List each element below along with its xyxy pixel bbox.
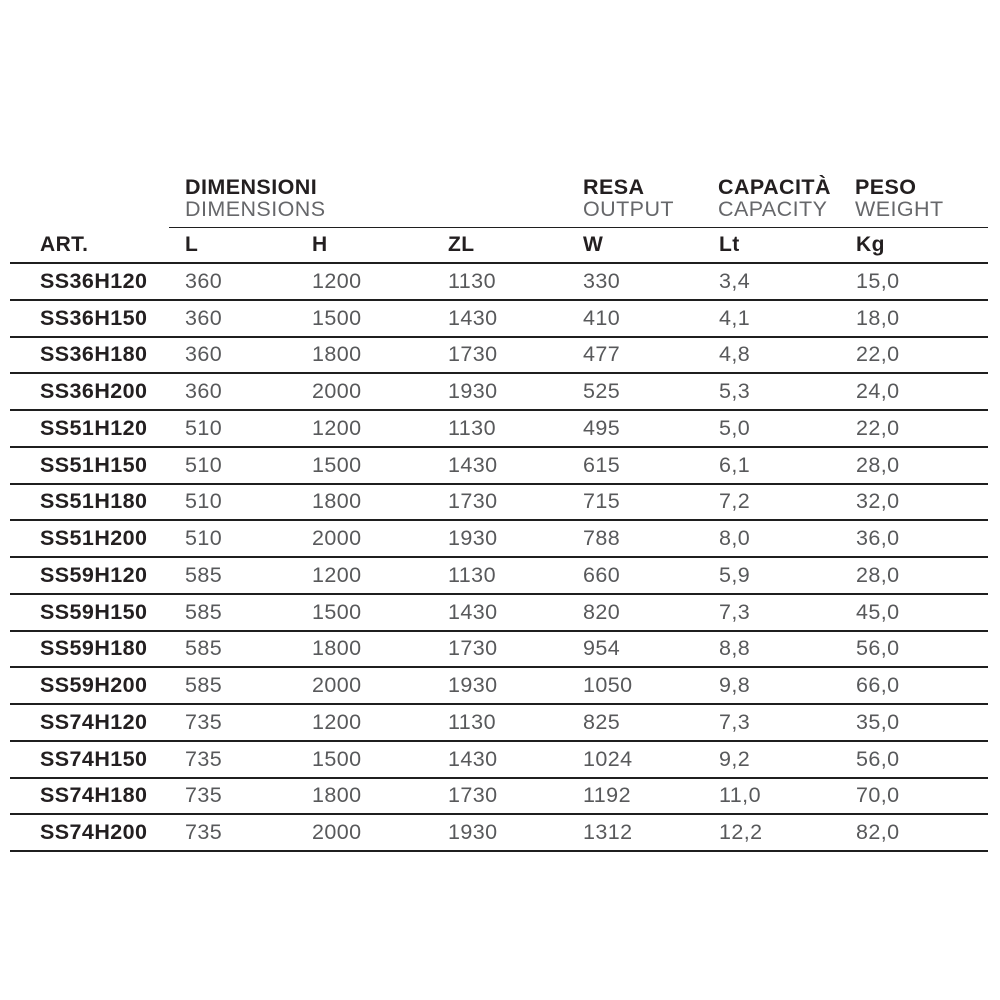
cell-lt: 4,1 [719, 305, 751, 330]
cell-w: 825 [583, 709, 621, 734]
cell-lt: 5,0 [719, 415, 751, 440]
cell-h: 1800 [312, 489, 362, 514]
cell-art: SS51H150 [40, 452, 148, 477]
cell-kg: 22,0 [856, 342, 900, 367]
cell-w: 954 [583, 636, 621, 661]
column-header-w: W [583, 233, 604, 256]
cell-w: 615 [583, 452, 621, 477]
cell-l: 735 [185, 709, 223, 734]
cell-w: 495 [583, 415, 621, 440]
cell-art: SS36H180 [40, 342, 148, 367]
cell-zl: 1130 [448, 415, 496, 440]
table-row [10, 705, 988, 742]
table-row [10, 448, 988, 485]
group-header-capacity-en: CAPACITY [718, 197, 828, 221]
cell-zl: 1430 [448, 599, 498, 624]
cell-w: 788 [583, 526, 621, 551]
column-header-l: L [185, 233, 199, 256]
cell-h: 1800 [312, 636, 362, 661]
cell-lt: 9,2 [719, 746, 751, 771]
cell-kg: 18,0 [856, 305, 900, 330]
cell-kg: 66,0 [856, 673, 900, 698]
cell-h: 1200 [312, 415, 362, 440]
cell-w: 820 [583, 599, 621, 624]
cell-zl: 1730 [448, 342, 498, 367]
cell-kg: 36,0 [856, 526, 900, 551]
cell-lt: 8,0 [719, 526, 751, 551]
cell-lt: 7,3 [719, 599, 751, 624]
cell-art: SS51H180 [40, 489, 148, 514]
cell-lt: 5,9 [719, 562, 751, 587]
cell-l: 510 [185, 489, 223, 514]
cell-h: 1500 [312, 305, 362, 330]
cell-kg: 32,0 [856, 489, 900, 514]
table-row [10, 779, 988, 816]
cell-kg: 82,0 [856, 820, 900, 845]
table-row [10, 338, 988, 375]
cell-h: 1200 [312, 709, 362, 734]
cell-art: SS51H120 [40, 415, 148, 440]
cell-w: 660 [583, 562, 621, 587]
group-header-dimensions [185, 176, 325, 220]
group-header-underline [169, 170, 988, 228]
cell-h: 2000 [312, 820, 362, 845]
cell-w: 410 [583, 305, 621, 330]
cell-h: 2000 [312, 526, 362, 551]
group-header-output [583, 176, 674, 220]
cell-kg: 56,0 [856, 746, 900, 771]
cell-w: 1312 [583, 820, 633, 845]
cell-w: 1050 [583, 673, 633, 698]
column-header-kg: Kg [856, 233, 885, 256]
group-header-weight-it: PESO [855, 175, 917, 199]
cell-h: 1200 [312, 268, 362, 293]
cell-zl: 1430 [448, 305, 498, 330]
cell-kg: 28,0 [856, 562, 900, 587]
cell-kg: 15,0 [856, 268, 900, 293]
cell-l: 585 [185, 599, 223, 624]
table-row [10, 301, 988, 338]
cell-zl: 1730 [448, 783, 498, 808]
cell-kg: 70,0 [856, 783, 900, 808]
cell-h: 2000 [312, 673, 362, 698]
group-header-capacity [718, 176, 831, 220]
table-row [10, 632, 988, 669]
cell-h: 1800 [312, 342, 362, 367]
product-spec-table [10, 170, 988, 852]
group-header-weight [855, 176, 944, 220]
cell-lt: 4,8 [719, 342, 751, 367]
cell-art: SS36H120 [40, 268, 148, 293]
group-header-output-en: OUTPUT [583, 197, 674, 221]
cell-kg: 56,0 [856, 636, 900, 661]
cell-zl: 1130 [448, 562, 496, 587]
cell-l: 360 [185, 379, 223, 404]
cell-zl: 1730 [448, 636, 498, 661]
table-row [10, 521, 988, 558]
column-header-h: H [312, 233, 328, 256]
cell-l: 735 [185, 746, 223, 771]
column-header-zl: ZL [448, 233, 475, 256]
group-header-weight-en: WEIGHT [855, 197, 944, 221]
cell-lt: 7,3 [719, 709, 751, 734]
cell-lt: 3,4 [719, 268, 751, 293]
table-row [10, 485, 988, 522]
cell-kg: 28,0 [856, 452, 900, 477]
cell-l: 510 [185, 415, 223, 440]
column-header-art: ART. [40, 233, 89, 256]
cell-zl: 1930 [448, 820, 498, 845]
table-row [10, 411, 988, 448]
cell-kg: 45,0 [856, 599, 900, 624]
cell-art: SS59H180 [40, 636, 148, 661]
column-header-lt: Lt [719, 233, 740, 256]
column-header-row [10, 228, 988, 264]
cell-w: 715 [583, 489, 621, 514]
group-header-output-it: RESA [583, 175, 645, 199]
group-header-capacity-it: CAPACITÀ [718, 175, 831, 199]
cell-h: 1200 [312, 562, 362, 587]
cell-w: 1192 [583, 783, 631, 808]
cell-art: SS74H120 [40, 709, 148, 734]
cell-lt: 8,8 [719, 636, 751, 661]
cell-lt: 5,3 [719, 379, 751, 404]
table-body [10, 264, 988, 852]
table-row [10, 374, 988, 411]
cell-art: SS74H150 [40, 746, 148, 771]
cell-w: 477 [583, 342, 621, 367]
cell-lt: 9,8 [719, 673, 751, 698]
cell-art: SS59H200 [40, 673, 148, 698]
cell-l: 510 [185, 452, 223, 477]
table-row [10, 742, 988, 779]
cell-art: SS51H200 [40, 526, 148, 551]
cell-h: 1800 [312, 783, 362, 808]
cell-zl: 1930 [448, 673, 498, 698]
cell-zl: 1930 [448, 379, 498, 404]
cell-l: 585 [185, 636, 223, 661]
cell-lt: 7,2 [719, 489, 751, 514]
cell-h: 1500 [312, 452, 362, 477]
cell-zl: 1430 [448, 746, 498, 771]
table-row [10, 668, 988, 705]
cell-w: 525 [583, 379, 621, 404]
cell-kg: 24,0 [856, 379, 900, 404]
cell-art: SS59H120 [40, 562, 148, 587]
cell-zl: 1430 [448, 452, 498, 477]
cell-art: SS74H180 [40, 783, 148, 808]
cell-l: 585 [185, 562, 223, 587]
cell-art: SS36H200 [40, 379, 148, 404]
group-header-dimensions-it: DIMENSIONI [185, 175, 318, 199]
cell-w: 1024 [583, 746, 633, 771]
table-row [10, 558, 988, 595]
cell-l: 360 [185, 305, 223, 330]
cell-h: 1500 [312, 746, 362, 771]
cell-kg: 35,0 [856, 709, 900, 734]
cell-zl: 1930 [448, 526, 498, 551]
cell-zl: 1130 [448, 709, 496, 734]
cell-h: 1500 [312, 599, 362, 624]
cell-l: 360 [185, 268, 223, 293]
cell-zl: 1130 [448, 268, 496, 293]
cell-lt: 12,2 [719, 820, 763, 845]
cell-kg: 22,0 [856, 415, 900, 440]
cell-w: 330 [583, 268, 621, 293]
cell-lt: 6,1 [719, 452, 751, 477]
cell-l: 585 [185, 673, 223, 698]
cell-lt: 11,0 [719, 783, 761, 808]
group-header-dimensions-en: DIMENSIONS [185, 197, 326, 221]
cell-h: 2000 [312, 379, 362, 404]
cell-l: 735 [185, 783, 223, 808]
cell-art: SS59H150 [40, 599, 148, 624]
group-header-row [10, 170, 988, 228]
cell-l: 735 [185, 820, 223, 845]
cell-art: SS36H150 [40, 305, 148, 330]
cell-zl: 1730 [448, 489, 498, 514]
cell-l: 360 [185, 342, 223, 367]
cell-l: 510 [185, 526, 223, 551]
table-row [10, 264, 988, 301]
table-row [10, 595, 988, 632]
cell-art: SS74H200 [40, 820, 148, 845]
table-row [10, 815, 988, 852]
